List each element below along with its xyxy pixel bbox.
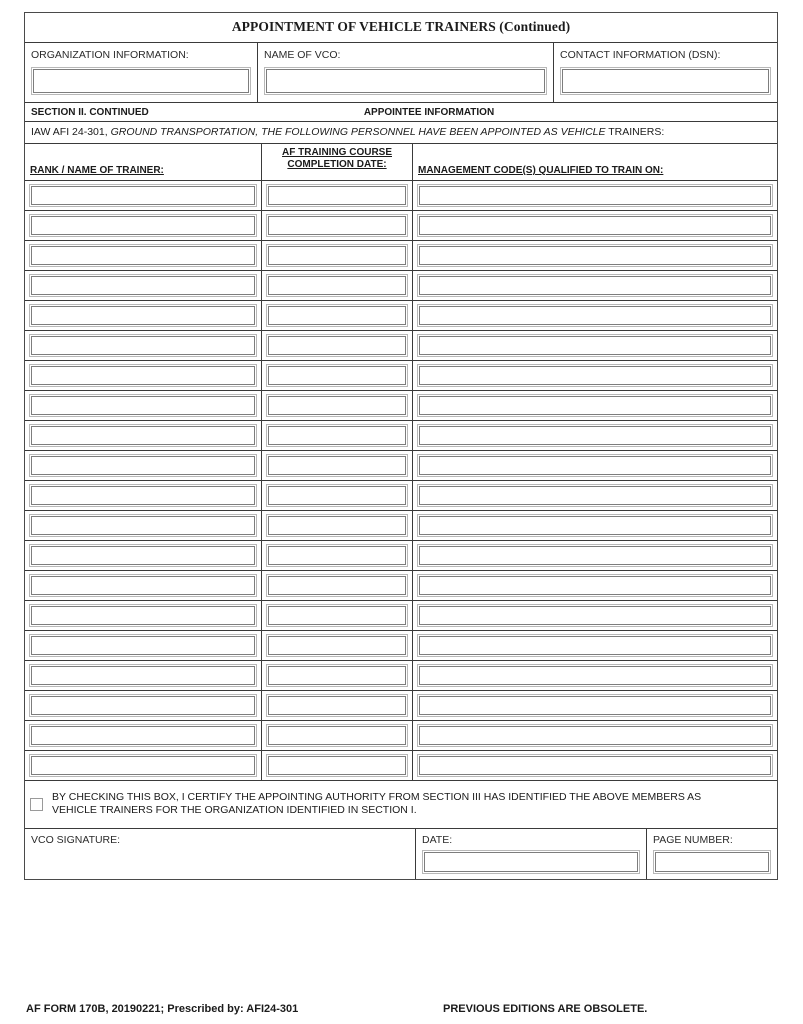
- rank-name-input[interactable]: [29, 574, 257, 597]
- table-cell: [412, 301, 777, 330]
- trainer-table-body: [25, 181, 777, 781]
- table-cell: [261, 241, 412, 270]
- management-codes-input[interactable]: [417, 514, 773, 537]
- completion-date-input[interactable]: [266, 574, 408, 597]
- table-row: [25, 571, 777, 601]
- table-cell: [25, 361, 261, 390]
- table-cell: [25, 421, 261, 450]
- table-cell: [25, 511, 261, 540]
- table-cell: [412, 511, 777, 540]
- table-row: [25, 541, 777, 571]
- completion-date-input[interactable]: [266, 364, 408, 387]
- rank-name-input[interactable]: [29, 304, 257, 327]
- table-cell: [25, 301, 261, 330]
- certification-text-line1: BY CHECKING THIS BOX, I CERTIFY THE APPOINTING AUTHORITY FROM SECTION III HAS IDENTIFIED THE ABOVE MEMBERS AS: [52, 790, 702, 803]
- table-cell: [25, 721, 261, 750]
- table-cell: [412, 451, 777, 480]
- table-cell: [25, 631, 261, 660]
- organization-info-row: [25, 43, 777, 103]
- column-header-completion-date-line1: AF TRAINING COURSE: [282, 147, 392, 158]
- management-codes-input[interactable]: [417, 754, 773, 777]
- column-header-rank-name-label: RANK / NAME OF TRAINER:: [30, 165, 164, 176]
- rank-name-input[interactable]: [29, 634, 257, 657]
- completion-date-input[interactable]: [266, 664, 408, 687]
- completion-date-input[interactable]: [266, 694, 408, 717]
- rank-name-input[interactable]: [29, 754, 257, 777]
- iaw-suffix: TRAINERS:: [605, 126, 665, 138]
- date-label: DATE:: [422, 834, 453, 846]
- table-cell: [412, 541, 777, 570]
- contact-information-label: CONTACT INFORMATION (DSN):: [560, 49, 721, 61]
- footer-obsolete-notice: PREVIOUS EDITIONS ARE OBSOLETE.: [443, 1003, 648, 1015]
- iaw-prefix: IAW AFI 24-301,: [31, 126, 111, 138]
- table-cell: [25, 691, 261, 720]
- table-cell: [261, 691, 412, 720]
- table-row: [25, 661, 777, 691]
- footer-form-identifier: AF FORM 170B, 20190221; Prescribed by: AFI24-301: [26, 1003, 299, 1015]
- table-cell: [412, 271, 777, 300]
- rank-name-input[interactable]: [29, 274, 257, 297]
- management-codes-input[interactable]: [417, 724, 773, 747]
- page-number-input[interactable]: [653, 850, 771, 874]
- management-codes-input[interactable]: [417, 334, 773, 357]
- table-cell: [412, 721, 777, 750]
- name-of-vco-label: NAME OF VCO:: [264, 49, 341, 61]
- completion-date-input[interactable]: [266, 604, 408, 627]
- management-codes-input[interactable]: [417, 454, 773, 477]
- rank-name-input[interactable]: [29, 334, 257, 357]
- table-row: [25, 481, 777, 511]
- table-row: [25, 691, 777, 721]
- management-codes-input[interactable]: [417, 394, 773, 417]
- table-cell: [25, 211, 261, 240]
- table-cell: [412, 181, 777, 210]
- completion-date-input[interactable]: [266, 724, 408, 747]
- table-cell: [25, 241, 261, 270]
- completion-date-input[interactable]: [266, 304, 408, 327]
- table-cell: [412, 391, 777, 420]
- rank-name-input[interactable]: [29, 424, 257, 447]
- table-cell: [25, 661, 261, 690]
- certification-checkbox[interactable]: [30, 798, 43, 811]
- table-cell: [261, 631, 412, 660]
- date-input[interactable]: [422, 850, 640, 874]
- table-row: [25, 301, 777, 331]
- table-cell: [261, 421, 412, 450]
- table-cell: [25, 181, 261, 210]
- column-header-management-codes-label: MANAGEMENT CODE(S) QUALIFIED TO TRAIN ON:: [418, 165, 664, 176]
- table-cell: [25, 541, 261, 570]
- iaw-statement: [25, 122, 777, 144]
- table-row: [25, 451, 777, 481]
- management-codes-input[interactable]: [417, 664, 773, 687]
- form-footer: [24, 1003, 778, 1019]
- management-codes-input[interactable]: [417, 364, 773, 387]
- rank-name-input[interactable]: [29, 604, 257, 627]
- completion-date-input[interactable]: [266, 514, 408, 537]
- name-of-vco-input[interactable]: [264, 67, 547, 95]
- completion-date-input[interactable]: [266, 454, 408, 477]
- completion-date-input[interactable]: [266, 214, 408, 237]
- table-cell: [412, 421, 777, 450]
- management-codes-input[interactable]: [417, 184, 773, 207]
- table-cell: [25, 451, 261, 480]
- table-row: [25, 271, 777, 301]
- rank-name-input[interactable]: [29, 244, 257, 267]
- table-cell: [412, 241, 777, 270]
- table-cell: [261, 271, 412, 300]
- completion-date-input[interactable]: [266, 484, 408, 507]
- contact-information-input[interactable]: [560, 67, 771, 95]
- management-codes-input[interactable]: [417, 274, 773, 297]
- table-cell: [25, 481, 261, 510]
- completion-date-input[interactable]: [266, 184, 408, 207]
- vco-signature-cell: [25, 829, 415, 879]
- rank-name-input[interactable]: [29, 484, 257, 507]
- completion-date-input[interactable]: [266, 634, 408, 657]
- rank-name-input[interactable]: [29, 184, 257, 207]
- table-row: [25, 751, 777, 781]
- table-row: [25, 421, 777, 451]
- table-cell: [25, 601, 261, 630]
- completion-date-input[interactable]: [266, 334, 408, 357]
- page-number-cell: [646, 829, 777, 879]
- table-cell: [412, 601, 777, 630]
- rank-name-input[interactable]: [29, 544, 257, 567]
- table-row: [25, 391, 777, 421]
- rank-name-input[interactable]: [29, 664, 257, 687]
- table-row: [25, 721, 777, 751]
- certification-text-line2: VEHICLE TRAINERS FOR THE ORGANIZATION IDENTIFIED IN SECTION I.: [52, 804, 417, 816]
- rank-name-input[interactable]: [29, 694, 257, 717]
- table-cell: [261, 331, 412, 360]
- certification-row: [25, 781, 777, 829]
- column-header-management-codes: [412, 144, 777, 180]
- table-cell: [412, 361, 777, 390]
- table-row: [25, 601, 777, 631]
- table-row: [25, 241, 777, 271]
- table-cell: [261, 571, 412, 600]
- rank-name-input[interactable]: [29, 394, 257, 417]
- table-cell: [25, 391, 261, 420]
- table-cell: [412, 631, 777, 660]
- organization-information-input[interactable]: [31, 67, 251, 95]
- form-title-row: [25, 13, 777, 43]
- completion-date-input[interactable]: [266, 544, 408, 567]
- table-cell: [261, 301, 412, 330]
- table-cell: [261, 541, 412, 570]
- column-header-completion-date-line2: COMPLETION DATE:: [287, 159, 387, 170]
- completion-date-input[interactable]: [266, 274, 408, 297]
- table-cell: [261, 211, 412, 240]
- table-cell: [261, 451, 412, 480]
- table-cell: [261, 601, 412, 630]
- table-cell: [25, 751, 261, 780]
- organization-information-label: ORGANIZATION INFORMATION:: [31, 49, 189, 61]
- table-cell: [412, 751, 777, 780]
- rank-name-input[interactable]: [29, 514, 257, 537]
- rank-name-input[interactable]: [29, 724, 257, 747]
- signature-row: [25, 829, 777, 879]
- completion-date-input[interactable]: [266, 244, 408, 267]
- management-codes-input[interactable]: [417, 484, 773, 507]
- column-header-rank-name: [25, 144, 261, 180]
- table-cell: [261, 391, 412, 420]
- contact-information-cell: [553, 43, 777, 102]
- section-label: SECTION II. CONTINUED: [31, 106, 149, 118]
- section-title: APPOINTEE INFORMATION: [363, 106, 495, 118]
- management-codes-input[interactable]: [417, 604, 773, 627]
- rank-name-input[interactable]: [29, 214, 257, 237]
- iaw-italic-text: GROUND TRANSPORTATION, THE FOLLOWING PERSONNEL HAVE BEEN APPOINTED AS VEHICLE: [110, 126, 606, 138]
- table-cell: [261, 661, 412, 690]
- table-cell: [412, 331, 777, 360]
- table-cell: [25, 571, 261, 600]
- af-form-170b: [24, 12, 778, 880]
- table-cell: [412, 691, 777, 720]
- completion-date-input[interactable]: [266, 424, 408, 447]
- page-number-label: PAGE NUMBER:: [653, 834, 733, 846]
- vco-signature-label: VCO SIGNATURE:: [31, 834, 121, 846]
- table-cell: [261, 181, 412, 210]
- table-row: [25, 361, 777, 391]
- table-cell: [261, 511, 412, 540]
- completion-date-input[interactable]: [266, 394, 408, 417]
- completion-date-input[interactable]: [266, 754, 408, 777]
- table-row: [25, 331, 777, 361]
- table-cell: [412, 571, 777, 600]
- table-cell: [261, 481, 412, 510]
- column-header-completion-date: [261, 144, 412, 180]
- table-cell: [261, 721, 412, 750]
- trainer-table-header: [25, 144, 777, 181]
- table-row: [25, 181, 777, 211]
- management-codes-input[interactable]: [417, 694, 773, 717]
- table-row: [25, 511, 777, 541]
- date-cell: [415, 829, 646, 879]
- management-codes-input[interactable]: [417, 244, 773, 267]
- management-codes-input[interactable]: [417, 304, 773, 327]
- management-codes-input[interactable]: [417, 424, 773, 447]
- table-cell: [412, 661, 777, 690]
- management-codes-input[interactable]: [417, 214, 773, 237]
- table-cell: [25, 331, 261, 360]
- page-title: APPOINTMENT OF VEHICLE TRAINERS (Continued): [231, 19, 571, 34]
- table-cell: [412, 481, 777, 510]
- organization-information-cell: [25, 43, 257, 102]
- management-codes-input[interactable]: [417, 634, 773, 657]
- table-cell: [261, 751, 412, 780]
- table-cell: [25, 271, 261, 300]
- table-cell: [261, 361, 412, 390]
- rank-name-input[interactable]: [29, 454, 257, 477]
- table-cell: [412, 211, 777, 240]
- rank-name-input[interactable]: [29, 364, 257, 387]
- management-codes-input[interactable]: [417, 574, 773, 597]
- certification-text: [52, 791, 701, 818]
- management-codes-input[interactable]: [417, 544, 773, 567]
- table-row: [25, 211, 777, 241]
- section-header-bar: [25, 103, 777, 122]
- name-of-vco-cell: [257, 43, 553, 102]
- table-row: [25, 631, 777, 661]
